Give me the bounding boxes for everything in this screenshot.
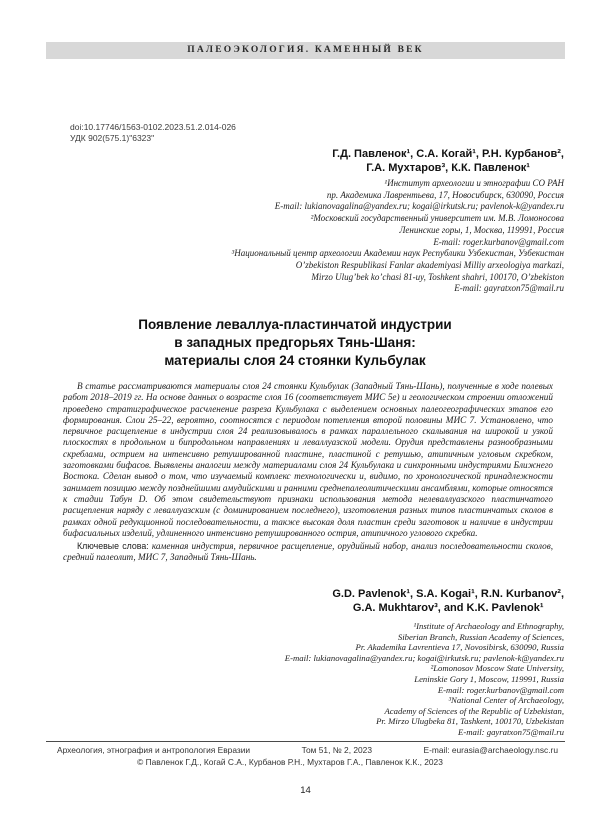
footer-divider [46,741,565,742]
affiliation-line: Pr. Akademika Lavrentieva 17, Novosibirsk, 630090, Russia [355,642,564,653]
affiliation-line: Ленинские горы, 1, Москва, 119991, Россия [399,224,564,235]
affiliation-line: E-mail: roger.kurbanov@gmail.com [437,684,564,695]
abstract-paragraph: В статье рассматриваются материалы слоя 24 стоянки Кульбулак (Западный Тянь-Шань), полученные в ходе полевых работ 2018–2019 гг. На основе данных о возрасте слоя 16 (соответствует МИС 5e) и геологическом строении отложений проведено стратиграфическое расчленение разреза Кульбулака с выделением основных палеогеографических этапов его формирования. Слои 25–22, вероятно, соотносятся с периодом потепления второй половины МИС 7. Установлено, что первичное расщепление в индустрии слоя 24 реализовывалось в рамках параллельного скалывания на широкой и узкой плоскостях в продольном и бипродольном направлениях и леваллуазской модели. Орудия представлены разнообразными скреблами, острием на интенсивно ретушированной пластине, пластиной с ретушью, атипичным угловым скребком, заготовками бифасов. Выявлены аналогии между материалами слоя 24 Кульбулака и синхронными индустриями Ближнего Востока. Сделан вывод о том, что изучаемый комплекс технологически и, видимо, по хронологической принадлежности занимает позицию между позднейшими амудийскими и ранними среднепалеолитическими ансамблями, которые относятся к стадии Табун D. Об этом свидетельствуют признаки использования метода нелеваллуазского пластинчатого расщепления наряду с леваллуазским (с доминированием последнего), изготовления разных типов пластинчатых сколов в рамках одной редукционной последовательности, а также высокая доля пластин среди заготовок и наличие в индустрии бифасиальных изделий, удлиненного интенсивно ретушированного острия, атипичного углового скребка. [63,381,553,538]
affiliation-line: ²Московский государственный университет им. М.В. Ломоносова [310,213,564,224]
footer-journal-name: Археология, этнография и антропология Евразии [57,745,251,755]
doi-text: doi:10.17746/1563-0102.2023.51.2.014-026 [70,122,236,132]
keywords-text: каменная индустрия, первичное расщепление, орудийный набор, анализ последовательности сколов, средний палеолит, МИС 7, Западный Тянь-Шань. [63,541,554,563]
affiliation-line: E-mail: lukianovagalina@yandex.ru; kogai@irkutsk.ru; pavlenok-k@yandex.ru [274,201,564,212]
footer-journal-line [57,745,558,755]
affiliation-line: ³Национальный центр археологии Академии наук Республики Узбекистан, Узбекистан [231,248,564,259]
affiliation-line: Siberian Branch, Russian Academy of Sciences, [397,631,564,642]
keywords-label: Ключевые слова: [77,541,149,551]
udk-text: УДК 902(575.1)"6323" [70,133,155,143]
article-title-line: Появление леваллуа-пластинчатой индустрии [138,317,452,332]
article-title-line: в западных предгорьях Тянь-Шаня: [174,335,416,350]
affiliation-line: ¹Институт археологии и этнографии СО РАН [384,178,564,188]
footer-issue: Том 51, № 2, 2023 [301,745,372,755]
affiliation-line: ²Lomonosov Moscow State University, [430,663,564,674]
authors-en-line: G.A. Mukhtarov³, and K.K. Pavlenok¹ [352,601,544,614]
section-header-band [46,42,565,59]
article-title [48,316,542,370]
authors-ru-line: Г.Д. Павленок¹, С.А. Когай¹, Р.Н. Курбанов², [332,148,564,160]
affiliations-en [285,621,564,738]
footer-copyright: © Павленок Г.Д., Когай С.А., Курбанов Р.Н., Мухтаров Г.А., Павленок К.К., 2023 [137,757,443,767]
affiliation-line: O’zbekiston Respublikasi Fanlar akademiyasi Milliy arxeologiya markazi, [295,259,564,270]
section-header-text: ПАЛЕОЭКОЛОГИЯ. КАМЕННЫЙ ВЕК [187,45,424,55]
affiliation-line: E-mail: lukianovagalina@yandex.ru; kogai@irkutsk.ru; pavlenok-k@yandex.ru [284,652,564,663]
article-title-line: материалы слоя 24 стоянки Кульбулак [164,353,426,368]
affiliations-ru [232,178,564,295]
affiliation-line: Mirzo Ulug’bek ko’chasi 81-uy, Toshkent shahri, 100170, O’zbekiston [311,271,564,282]
affiliation-line: пр. Академика Лаврентьева, 17, Новосибирск, 630090, Россия [326,189,564,200]
affiliation-line: E-mail: gayratxon75@mail.ru [454,283,564,294]
article-meta [70,122,236,144]
authors-ru [332,148,564,175]
page-number: 14 [300,785,311,796]
affiliation-line: ³National Center of Archaeology, [448,695,564,706]
affiliation-line: Leninskie Gory 1, Moscow, 119991, Russia [414,673,564,684]
authors-en-line: G.D. Pavlenok¹, S.A. Kogai¹, R.N. Kurbanov², [332,588,564,600]
authors-ru-line: Г.А. Мухтаров³, К.К. Павленок¹ [366,161,530,174]
footer-email: E-mail: eurasia@archaeology.nsc.ru [423,745,558,755]
affiliation-line: E-mail: gayratxon75@mail.ru [458,726,564,737]
keywords-paragraph [63,541,553,564]
authors-en [332,588,564,615]
affiliation-line: Academy of Sciences of the Republic of Uzbekistan, [384,705,564,716]
affiliation-line: Pr. Mirzo Ulugbeka 81, Tashkent, 100170, Uzbekistan [376,716,564,727]
affiliation-line: ¹Institute of Archaeology and Ethnography, [413,621,564,631]
affiliation-line: E-mail: roger.kurbanov@gmail.com [433,236,564,247]
